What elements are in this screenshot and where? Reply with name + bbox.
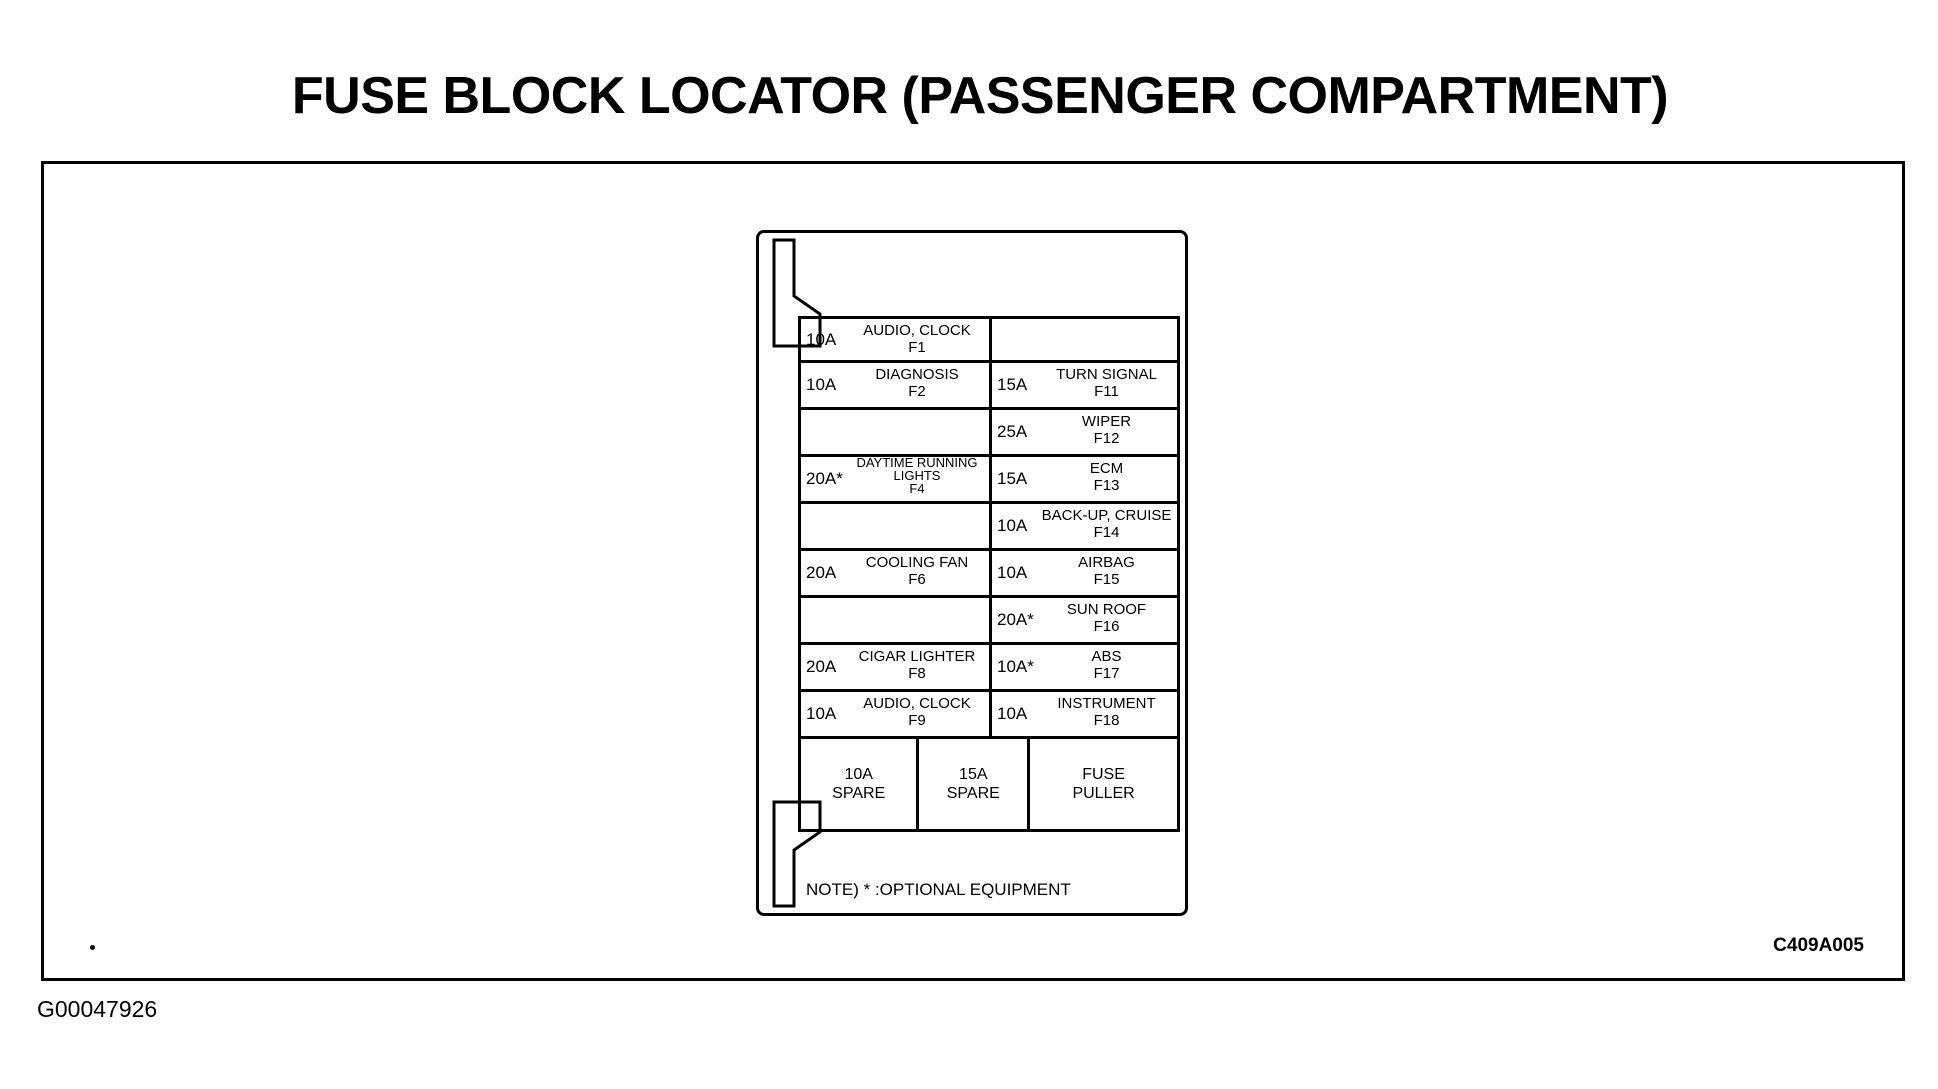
fuse-id: F6: [908, 571, 926, 588]
fuse-circuit-name: DAYTIME RUNNING LIGHTS: [856, 455, 978, 483]
fuse-slot-left: [798, 363, 989, 407]
fuse-id: F13: [1093, 477, 1120, 494]
fuse-slot-right: [989, 363, 1180, 407]
fuse-id: F17: [1093, 665, 1120, 682]
fuse-slot-right: [989, 692, 1180, 736]
slot-label-line1: 10A: [844, 766, 873, 783]
spare-fuse-slot: [916, 739, 1027, 829]
fuse-slot-right: [989, 598, 1180, 642]
slot-label-line1: 15A: [959, 766, 988, 783]
fuse-circuit: [847, 695, 987, 729]
fuse-circuit: [1038, 648, 1175, 682]
fuse-slot-left: [798, 319, 989, 360]
fuse-row: [798, 457, 1180, 504]
fuse-amperage: 25A: [997, 422, 1028, 441]
fuse-row: [798, 504, 1180, 551]
fuse-id: F1: [908, 339, 926, 356]
stray-dot: [90, 945, 95, 950]
slot-label-line2: SPARE: [946, 785, 1000, 802]
fuse-circuit-name: WIPER: [1081, 413, 1132, 430]
reference-id: G00047926: [37, 996, 158, 1022]
fuse-amperage: 10A: [997, 563, 1028, 582]
fuse-circuit-name: AIRBAG: [1078, 554, 1135, 571]
slot-label-line1: FUSE: [1082, 766, 1125, 783]
fuse-slot-right: [989, 319, 1180, 360]
fuse-amperage: 20A*: [997, 610, 1034, 629]
fuse-circuit: [1038, 413, 1175, 447]
spare-fuse-slot: [798, 739, 916, 829]
fuse-slot-right: [989, 410, 1180, 454]
fuse-circuit: [847, 648, 987, 682]
fuse-puller-slot: [1027, 739, 1180, 829]
fuse-amperage: 20A: [806, 657, 837, 676]
fuse-slot-left: [798, 645, 989, 689]
fuse-slot-left: [798, 551, 989, 595]
fuse-circuit: [1038, 695, 1175, 729]
fuse-id: F14: [1093, 524, 1120, 541]
spare-row: [798, 739, 1180, 832]
fuse-circuit: [847, 322, 987, 356]
fuse-circuit-name: ECM: [1089, 460, 1124, 477]
fuse-amperage: 10A: [806, 329, 837, 349]
fuse-amperage: 20A*: [806, 469, 843, 488]
fuse-grid: [798, 316, 1180, 832]
fuse-id: F18: [1093, 712, 1120, 729]
fuse-amperage: 15A: [997, 375, 1028, 394]
fuse-slot-right: [989, 457, 1180, 501]
fuse-circuit: [847, 456, 987, 495]
fuse-circuit-name: COOLING FAN: [865, 554, 969, 571]
fuse-row: [798, 316, 1180, 363]
fuse-slot-right: [989, 504, 1180, 548]
fuse-id: F8: [908, 665, 926, 682]
fuse-slot-right: [989, 551, 1180, 595]
fuse-amperage: 10A: [997, 704, 1028, 723]
fuse-slot-left: [798, 410, 989, 454]
slot-label: [947, 765, 1000, 803]
fuse-circuit: [1038, 366, 1175, 400]
fuse-id: F2: [908, 383, 926, 400]
fuse-circuit-name: ABS: [1091, 648, 1122, 665]
diagram-title: FUSE BLOCK LOCATOR (PASSENGER COMPARTMENT): [291, 67, 1669, 125]
fuse-circuit-name: BACK-UP, CRUISE: [1041, 507, 1172, 524]
fuse-circuit-name: SUN ROOF: [1066, 601, 1147, 618]
fuse-circuit: [847, 554, 987, 588]
slot-label: [832, 765, 885, 803]
fuse-slot-left: [798, 692, 989, 736]
slot-label-line2: SPARE: [832, 785, 886, 802]
fuse-amperage: 15A: [997, 469, 1028, 488]
fuse-row: [798, 410, 1180, 457]
fuse-circuit: [1038, 554, 1175, 588]
fuse-circuit-name: CIGAR LIGHTER: [858, 648, 976, 665]
fuse-circuit: [847, 366, 987, 400]
fuse-circuit: [1038, 507, 1175, 541]
fuse-row: [798, 551, 1180, 598]
fuse-amperage: 20A: [806, 563, 837, 582]
fuse-row: [798, 645, 1180, 692]
fuse-slot-left: [798, 504, 989, 548]
fuse-circuit: [1038, 601, 1175, 635]
fuse-id: F15: [1093, 571, 1120, 588]
fuse-circuit-name: INSTRUMENT: [1057, 695, 1156, 712]
fuse-slot-left: [798, 457, 989, 501]
fuse-id: F12: [1093, 430, 1120, 447]
fuse-row: [798, 363, 1180, 410]
fuse-id: F4: [909, 481, 925, 496]
fuse-id: F9: [908, 712, 926, 729]
slot-label-line2: PULLER: [1072, 785, 1135, 802]
fuse-circuit: [1038, 460, 1175, 494]
fuse-id: F11: [1094, 383, 1119, 400]
fuse-amperage: 10A: [806, 375, 837, 394]
fuse-circuit-name: AUDIO, CLOCK: [863, 322, 971, 339]
fuse-row: [798, 692, 1180, 739]
fuse-slot-right: [989, 645, 1180, 689]
fuse-circuit-name: TURN SIGNAL: [1056, 366, 1157, 383]
optional-equipment-note: NOTE) * :OPTIONAL EQUIPMENT: [806, 880, 1071, 899]
figure-code: C409A005: [1773, 935, 1864, 956]
fuse-amperage: 10A: [806, 704, 837, 723]
fuse-id: F16: [1093, 618, 1120, 635]
fuse-slot-left: [798, 598, 989, 642]
fuse-amperage: 10A*: [997, 657, 1034, 676]
fuse-circuit-name: DIAGNOSIS: [875, 366, 959, 383]
fuse-row: [798, 598, 1180, 645]
slot-label: [1072, 765, 1134, 803]
fuse-circuit-name: AUDIO, CLOCK: [863, 695, 971, 712]
fuse-amperage: 10A: [997, 516, 1028, 535]
